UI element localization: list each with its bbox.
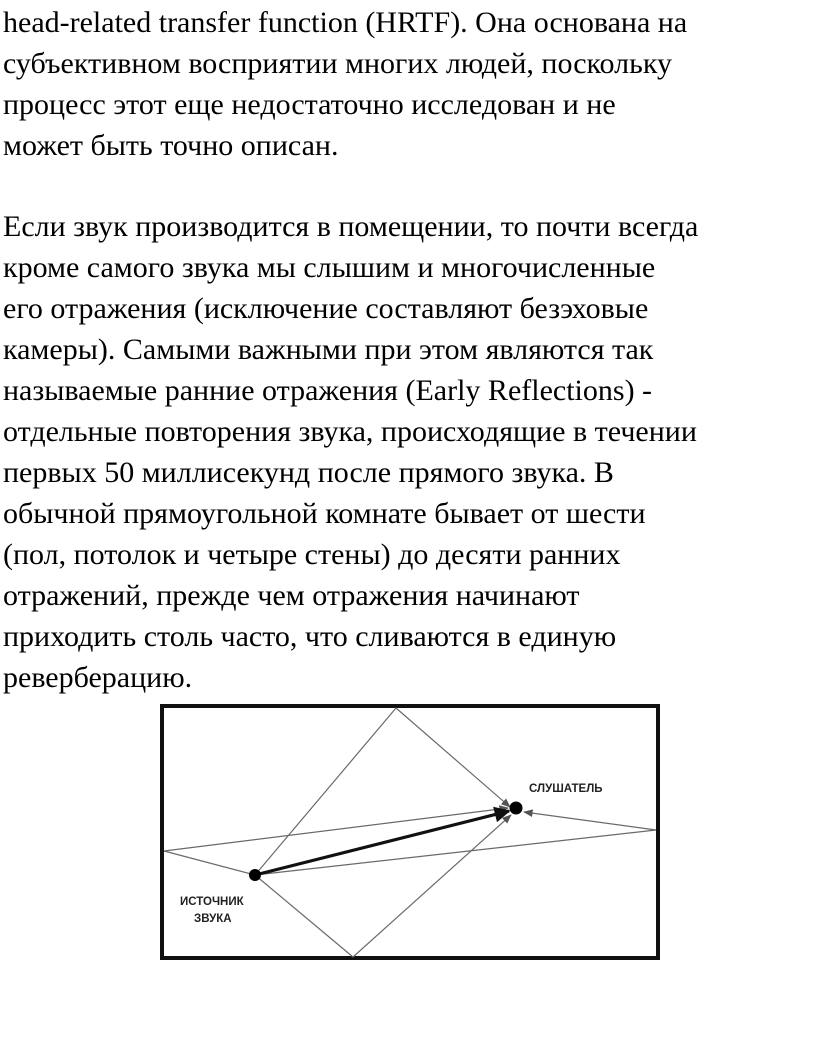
text-line: субъективном восприятии многих людей, поскольку	[3, 47, 672, 80]
direct-sound-arrow	[255, 811, 509, 875]
text-line: приходить столь часто, что сливаются в единую	[3, 620, 617, 653]
text-line: может быть точно описан.	[3, 129, 339, 162]
text-line: процесс этот еще недостаточно исследован и не	[3, 88, 616, 121]
source-label-line2: ЗВУКА	[194, 913, 232, 925]
text-line: обычной прямоугольной комнате бывает от шести	[3, 497, 646, 530]
text-line: называемые ранние отражения (Early Reflections) -	[3, 374, 653, 407]
text-line: первых 50 миллисекунд после прямого звука. В	[3, 456, 614, 489]
ceiling-reflection-reflected	[396, 708, 510, 807]
text-line: отдельные повторения звука, происходящие в течении	[3, 415, 697, 448]
text-line: Если звук производится в помещении, то почти всегда	[3, 210, 699, 243]
text-line: реверберацию.	[3, 661, 193, 694]
text-line: камеры). Самыми важными при этом являются так	[3, 333, 654, 366]
left-wall-reflection-incident	[164, 851, 255, 875]
right-wall-reflection-reflected	[524, 812, 656, 830]
text-line: head-related transfer function (HRTF). Она основана на	[3, 6, 688, 39]
paragraph-hrtf	[3, 2, 687, 166]
ceiling-reflection-incident	[255, 708, 396, 875]
reflections-diagram	[160, 704, 660, 960]
text-line: (пол, потолок и четыре стены) до десяти ранних	[3, 538, 621, 571]
right-wall-reflection-incident	[255, 830, 656, 875]
left-wall-reflection-reflected	[164, 808, 508, 851]
text-line: его отражения (исключение составляют безэховые	[3, 292, 649, 325]
text-line: кроме самого звука мы слышим и многочисленные	[3, 251, 656, 284]
room-boundary	[162, 706, 658, 958]
floor-reflection-incident	[255, 875, 353, 957]
floor-reflection-reflected	[353, 815, 511, 957]
paragraph-early-reflections	[3, 206, 698, 698]
listener-dot	[510, 802, 523, 815]
listener-label: СЛУШАТЕЛЬ	[529, 783, 603, 795]
text-line: отражений, прежде чем отражения начинают	[3, 579, 580, 612]
sound-source-dot	[249, 869, 261, 881]
source-label-line1: ИСТОЧНИК	[180, 896, 244, 908]
